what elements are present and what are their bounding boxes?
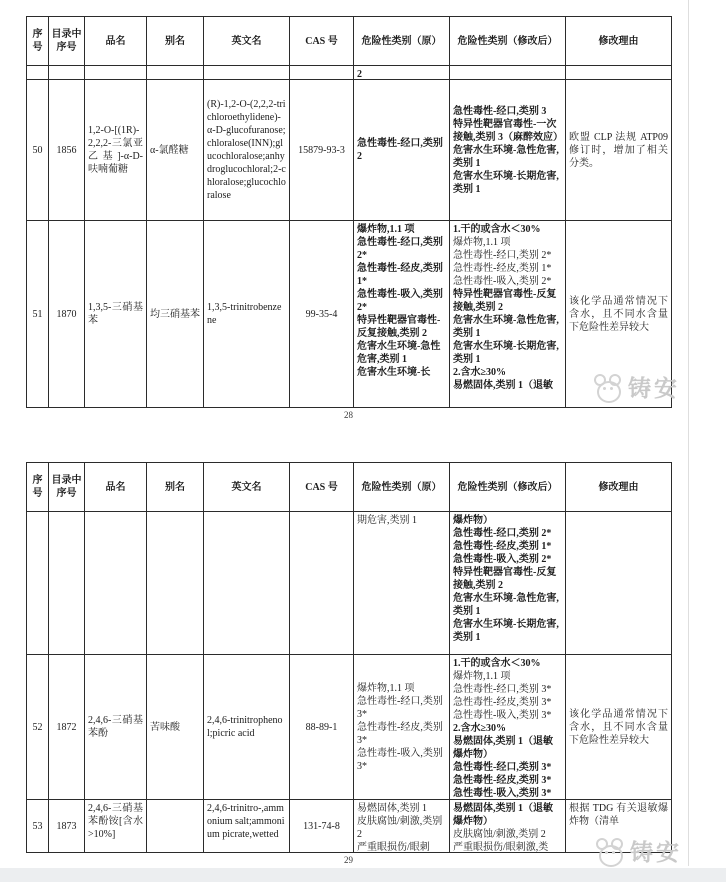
table-row-50 (27, 80, 672, 221)
cell-reason: 欧盟 CLP 法规 ATP09 修订时，增加了相关分类。 (569, 131, 668, 169)
cell-hazard-original: 2 (357, 69, 362, 79)
cell-product-name: 2,4,6-三硝基苯酚 (88, 715, 143, 739)
cell-hazard-original: 爆炸物,1.1 项 急性毒性-经口,类别 2* 急性毒性-经皮,类别 1* 急性毒性-吸入,类别 2* 特异性靶器官毒性-反复接触,类别 2 危害水生环境-急性危害,类别 1 危害水生环境-长 (357, 224, 443, 378)
page-edge-line (688, 0, 689, 866)
cell-hazard-revised: 1.干的或含水＜30% 爆炸物,1.1 项 急性毒性-经口,类别 2* 急性毒性-经皮,类别 1* 急性毒性-吸入,类别 2* 特异性靶器官毒性-反复接触,类别 2 危害水生环境-急性危害,类别 1 危害水生环境-长期危害,类别 1 2.含水≥30% 易燃固体,类别 1（退敏 (453, 224, 559, 391)
cell-hazard-revised: 1.干的或含水＜30% 爆炸物,1.1 项 急性毒性-经口,类别 3* 急性毒性-经皮,类别 3* 急性毒性-吸入,类别 3* 2.含水≥30% 易燃固体,类别 1（退敏爆炸物） 急性毒性-经口,类别 3* 急性毒性-经皮,类别 3* 急性毒性-吸入,类别 3* (453, 658, 553, 799)
table-row-continuation (27, 512, 672, 655)
cell-english-name: 1,3,5-trinitrobenzene (207, 302, 282, 326)
table-row-51 (27, 221, 672, 408)
cell-alias (147, 800, 203, 852)
cell-cas: 131-74-8 (303, 820, 340, 832)
cell-hazard-original: 急性毒性-经口,类别 2 (357, 138, 443, 162)
cell-alias: 苦味酸 (150, 721, 180, 733)
header-row (27, 17, 672, 66)
page-number: 28 (344, 410, 353, 420)
col-product-name: 品名 (85, 463, 147, 512)
cell-serial: 51 (32, 308, 43, 320)
cell-product-name: 2,4,6-三硝基苯酚铵[含水>10%] (88, 803, 143, 840)
col-english-name: 英文名 (204, 17, 290, 66)
cell-reason (566, 66, 671, 79)
col-hazard-original: 危险性类别（原） (354, 17, 450, 66)
cell-english-name: 2,4,6-trinitro-,ammonium salt;ammonium picrate,wetted (207, 803, 285, 840)
cell-hazard-original: 爆炸物,1.1 项 急性毒性-经口,类别 3* 急性毒性-经皮,类别 3* 急性毒性-吸入,类别 3* (357, 682, 443, 772)
cell-english-name: 2,4,6-trinitrophenol;picric acid (207, 715, 283, 739)
cell-product-name: 1,3,5-三硝基苯 (88, 302, 143, 326)
watermark-label: 铸安 (628, 376, 680, 401)
cell-product-name (85, 66, 146, 79)
col-cas: CAS 号 (290, 463, 354, 512)
revision-table-page-28 (26, 16, 672, 408)
cell-catalog-no (49, 512, 84, 654)
page-number: 29 (344, 855, 353, 865)
cell-hazard-original: 期危害,类别 1 (357, 515, 417, 526)
col-hazard-original: 危险性类别（原） (354, 463, 450, 512)
cell-alias: α-氯醛糖 (150, 144, 189, 156)
table-row-53 (27, 800, 672, 853)
col-alias: 别名 (147, 463, 204, 512)
col-catalog-no: 目录中序号 (49, 463, 85, 512)
revision-table-page-29 (26, 462, 672, 853)
cell-hazard-revised: 易燃固体,类别 1（退敏爆炸物） 皮肤腐蚀/刺激,类别 2 严重眼损伤/眼刺激,类 (453, 803, 553, 852)
cell-reason (566, 512, 671, 654)
cell-catalog-no: 1870 (56, 308, 77, 320)
cell-catalog-no (49, 66, 84, 79)
cell-serial: 50 (32, 144, 43, 156)
table-row-52 (27, 655, 672, 800)
cell-alias (147, 512, 203, 654)
cell-cas (290, 66, 353, 79)
cell-alias (147, 66, 203, 79)
cell-hazard-revised (450, 66, 565, 79)
col-hazard-revised: 危险性类别（修改后） (450, 17, 566, 66)
col-english-name: 英文名 (204, 463, 290, 512)
cell-english-name (204, 512, 289, 654)
cell-english-name (204, 66, 289, 79)
col-reason: 修改理由 (566, 17, 672, 66)
cell-product-name (85, 512, 146, 654)
cell-cas (290, 512, 353, 654)
cell-alias: 均三硝基苯 (150, 308, 200, 320)
cell-reason: 根据 TDG 有关退敏爆炸物（清单 (569, 803, 668, 827)
cell-catalog-no: 1872 (56, 721, 77, 733)
col-hazard-revised: 危险性类别（修改后） (450, 463, 566, 512)
cell-reason: 该化学品通常情况下含水，且不同水含量下危险性差异较大 (569, 295, 668, 333)
col-product-name: 品名 (85, 17, 147, 66)
cell-cas: 15879-93-3 (298, 144, 345, 156)
col-reason: 修改理由 (566, 463, 672, 512)
cell-serial (27, 66, 48, 79)
cell-hazard-original: 易燃固体,类别 1 皮肤腐蚀/刺激,类别 2 严重眼损伤/眼刺 (357, 803, 443, 852)
cell-reason: 该化学品通常情况下含水，且不同水含量下危险性差异较大 (569, 708, 668, 746)
watermark-label: 铸安 (630, 840, 682, 865)
col-serial: 序号 (27, 17, 49, 66)
col-catalog-no: 目录中序号 (49, 17, 85, 66)
cell-hazard-revised: 急性毒性-经口,类别 3 特异性靶器官毒性-一次接触,类别 3（麻醉效应） 危害水生环境-急性危害,类别 1 危害水生环境-长期危害,类别 1 (453, 105, 563, 195)
cell-catalog-no: 1856 (56, 144, 77, 156)
col-serial: 序号 (27, 463, 49, 512)
cell-serial: 52 (32, 721, 43, 733)
footer-strip (0, 868, 726, 882)
header-row (27, 463, 672, 512)
cell-cas: 88-89-1 (305, 721, 338, 733)
col-cas: CAS 号 (290, 17, 354, 66)
col-alias: 别名 (147, 17, 204, 66)
cell-english-name: (R)-1,2-O-(2,2,2-trichloroethylidene)-α-D-glucofuranose;chloralose(INN);glucochloralose;anhydroglucochloral;2-chloralose;glucochloralose (207, 99, 286, 201)
cell-cas: 99-35-4 (305, 308, 338, 320)
cell-serial (27, 512, 48, 654)
table-row-continuation (27, 66, 672, 80)
cell-catalog-no: 1873 (56, 820, 77, 832)
cell-serial: 53 (32, 820, 43, 832)
cell-product-name: 1,2-O-[(1R)-2,2,2-三氯亚乙基]-α-D-呋喃葡糖 (88, 125, 143, 175)
cell-hazard-revised: 爆炸物） 急性毒性-经口,类别 2* 急性毒性-经皮,类别 1* 急性毒性-吸入,类别 2* 特异性靶器官毒性-反复接触,类别 2 危害水生环境-急性危害,类别 1 危害水生环境-长期危害,类别 1 (453, 515, 559, 643)
